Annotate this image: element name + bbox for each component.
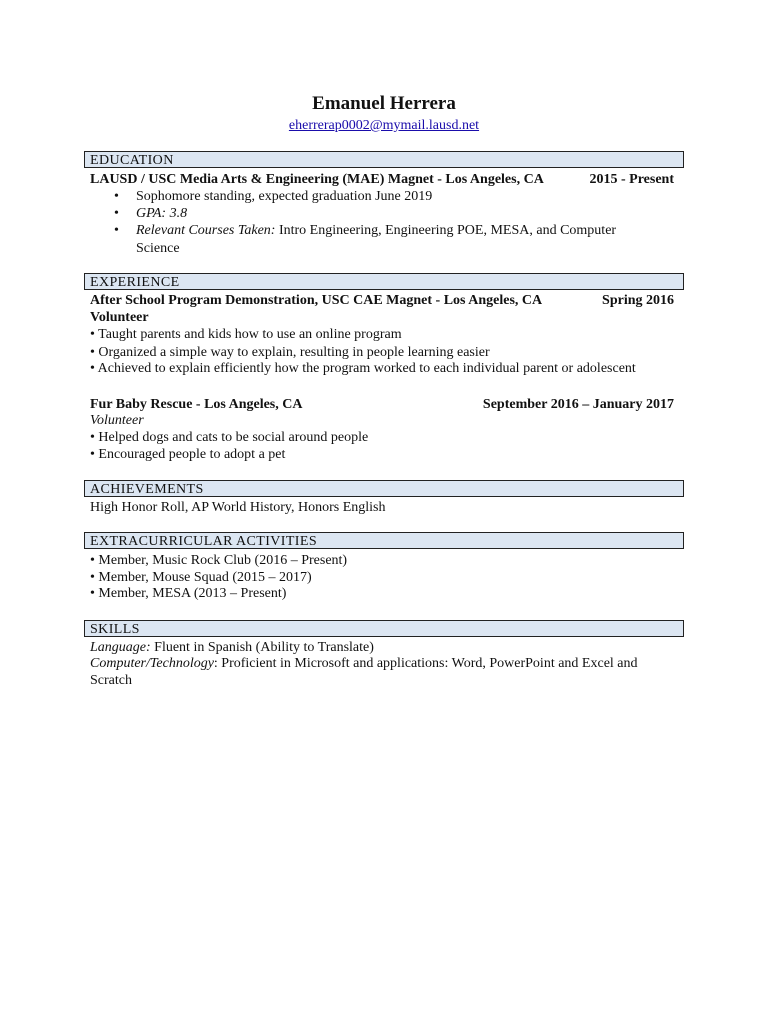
job2-title: Fur Baby Rescue - Los Angeles, CA: [90, 397, 303, 412]
email-line: [84, 117, 684, 135]
education-school: LAUSD / USC Media Arts & Engineering (MAE) Magnet - Los Angeles, CA: [90, 172, 544, 187]
job1-title-row: [90, 292, 674, 309]
job2-dates: September 2016 – January 2017: [482, 397, 674, 412]
extracurricular-item: • Member, Music Rock Club (2016 – Present): [90, 553, 348, 568]
education-standing: Sophomore standing, expected graduation June 2019: [136, 189, 433, 204]
extracurricular-item: • Member, Mouse Squad (2015 – 2017): [90, 570, 312, 585]
job1-title: After School Program Demonstration, USC CAE Magnet - Los Angeles, CA: [90, 293, 543, 308]
section-header-skills: SKILLS: [84, 620, 684, 637]
education-dates: 2015 - Present: [589, 172, 674, 187]
job1-bullet: • Taught parents and kids how to use an online program: [90, 327, 402, 342]
education-school-row: [90, 171, 674, 188]
computer-text: : Proficient in Microsoft and applications: Word, PowerPoint and Excel and: [213, 656, 638, 671]
courses-label: Relevant Courses Taken:: [136, 223, 276, 238]
computer-label: Computer/Technology: [90, 656, 214, 671]
section-header-achievements: ACHIEVEMENTS: [84, 480, 684, 497]
job2-title-row: [90, 396, 674, 413]
section-header-extracurricular: EXTRACURRICULAR ACTIVITIES: [84, 532, 684, 549]
job2-role: Volunteer: [90, 413, 144, 428]
job1-dates: Spring 2016: [602, 293, 674, 308]
extracurricular-item: • Member, MESA (2013 – Present): [90, 586, 287, 601]
education-courses: [136, 222, 656, 240]
job2-bullet: • Helped dogs and cats to be social around people: [90, 430, 369, 445]
skills-computer: [90, 655, 674, 672]
job1-role: Volunteer: [90, 310, 149, 325]
email-link[interactable]: eherrerap0002@mymail.lausd.net: [288, 118, 480, 133]
applicant-name: Emanuel Herrera: [312, 93, 456, 114]
education-gpa: GPA: 3.8: [136, 206, 188, 221]
achievements-text: High Honor Roll, AP World History, Honors English: [90, 500, 386, 515]
skills-language: [90, 639, 674, 656]
job1-bullet: • Achieved to explain efficiently how the program worked to each individual parent or adolescent: [90, 361, 636, 376]
language-label: Language:: [90, 640, 151, 655]
courses-line2: Science: [136, 241, 180, 256]
section-header-education: EDUCATION: [84, 151, 684, 168]
skills-computer-continued: Scratch: [90, 673, 132, 688]
bullet-marker: •: [114, 189, 119, 204]
job2-bullet: • Encouraged people to adopt a pet: [90, 447, 286, 462]
bullet-marker: •: [114, 223, 119, 238]
job1-bullet: • Organized a simple way to explain, resulting in people learning easier: [90, 345, 490, 360]
section-header-experience: EXPERIENCE: [84, 273, 684, 290]
bullet-marker: •: [114, 206, 119, 221]
language-text: Fluent in Spanish (Ability to Translate): [150, 640, 374, 655]
courses-line1: Intro Engineering, Engineering POE, MESA, and Computer: [275, 223, 617, 238]
